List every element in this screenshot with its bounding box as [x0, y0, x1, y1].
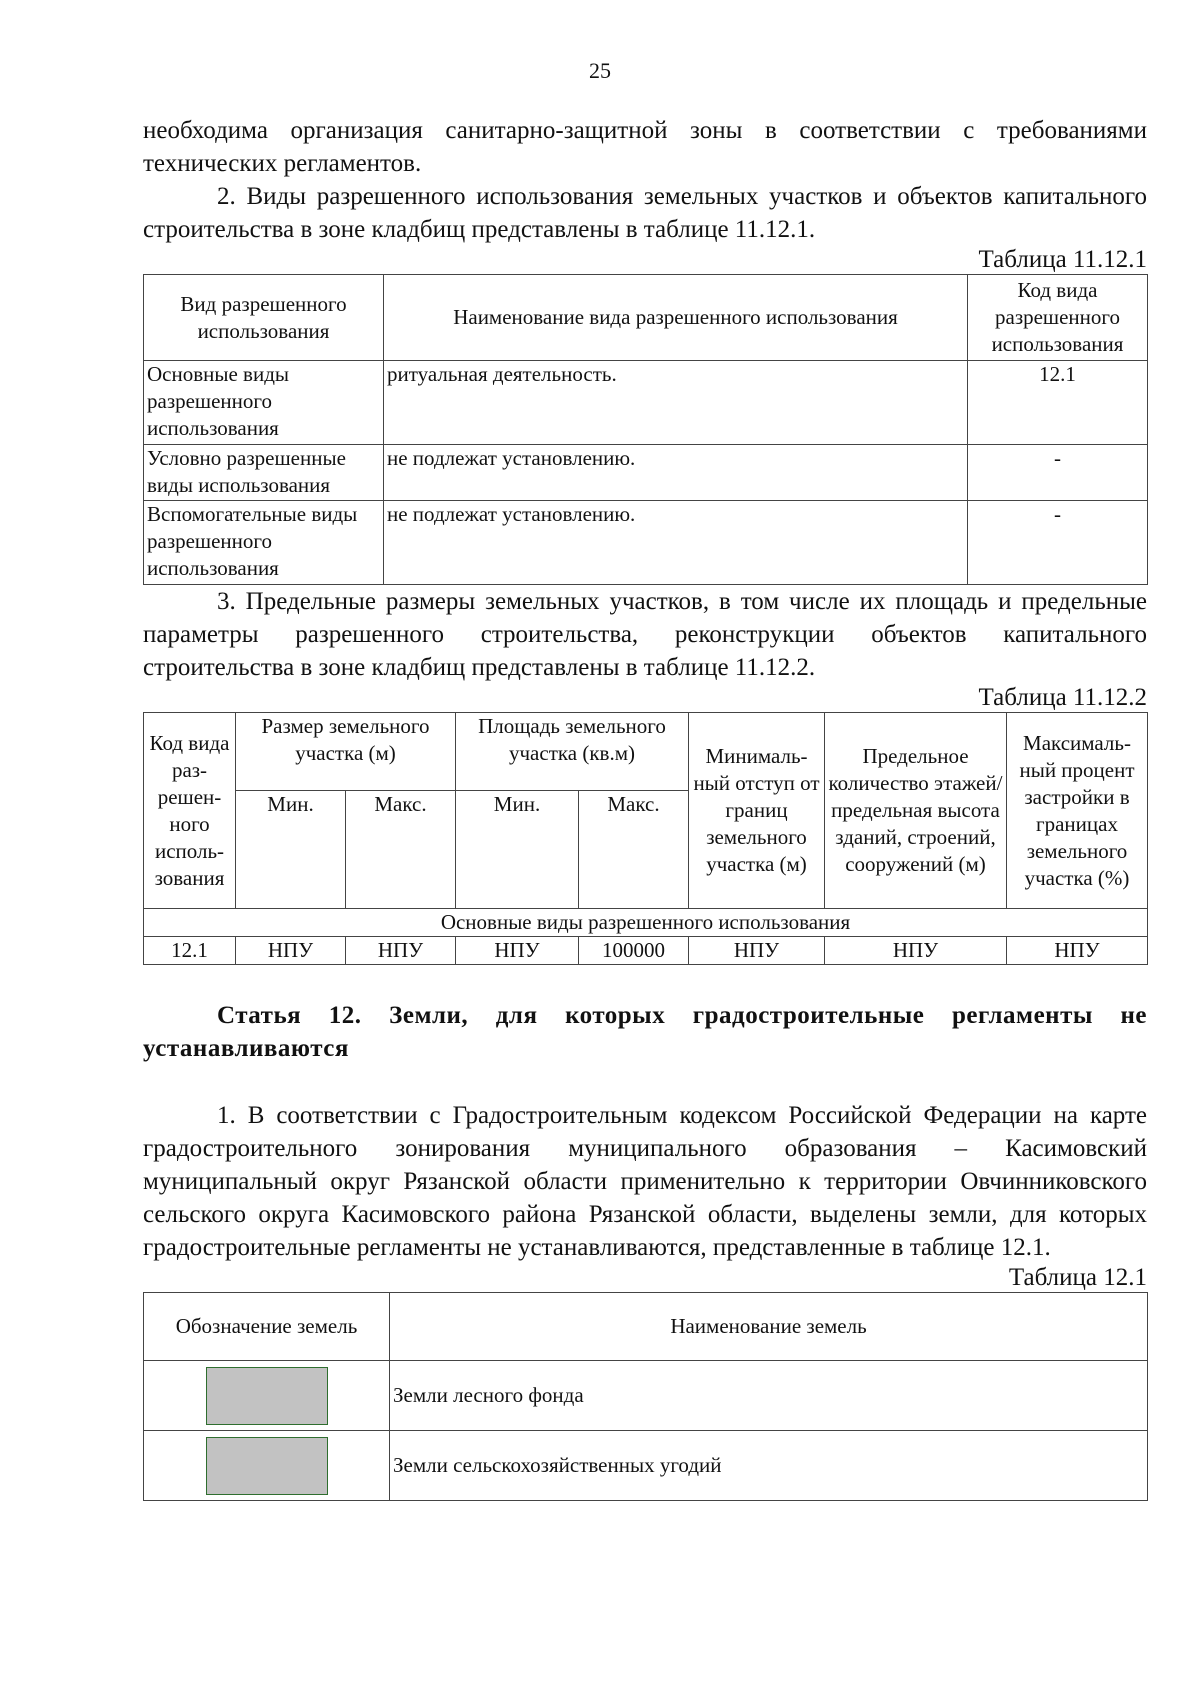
paragraph-4: 1. В соответствии с Градостроительным кодексом Российской Федерации на карте градостроительного зонирования муниципального образования – Касимовский муниципальный округ Рязанской области применительно к территории Овчинниковского сельского округа Касимовского района Рязанской области, выделены земли, для которых градостроительные регламенты не устанавливаются, представленные в таблице 12.1. — [143, 1102, 1147, 1261]
header-cell: Наименование вида разрешенного использования — [384, 275, 968, 361]
table-cell: НПУ — [456, 937, 579, 965]
table-cell: Условно разрешенные виды использования — [144, 445, 384, 501]
header-area-max: Макс. — [579, 791, 689, 909]
table-caption-11-12-2: Таблица 11.12.2 — [978, 684, 1147, 711]
table-cell: 12.1 — [968, 361, 1148, 445]
agricultural-land-swatch — [206, 1437, 328, 1495]
table-cell: НПУ — [1007, 937, 1148, 965]
table-cell: Земли сельскохозяйственных угодий — [390, 1431, 1148, 1501]
swatch-cell — [144, 1361, 390, 1431]
table-row — [144, 361, 1148, 445]
table-cell: не подлежат установлению. — [384, 445, 968, 501]
header-setback: Минималь- ный отступ от границ земельного участка (м) — [689, 713, 825, 909]
header-size-max: Макс. — [346, 791, 456, 909]
table-row — [144, 937, 1148, 965]
table-cell: - — [968, 501, 1148, 585]
article-heading: Статья 12. Земли, для которых градостроительные регламенты не устанавливаются — [143, 1002, 1147, 1062]
table-cell: ритуальная деятельность. — [384, 361, 968, 445]
table-cell: - — [968, 445, 1148, 501]
table-cell: НПУ — [346, 937, 456, 965]
header-size-min: Мин. — [236, 791, 346, 909]
forest-land-swatch — [206, 1367, 328, 1425]
paragraph-2: 2. Виды разрешенного использования земельных участков и объектов капитального строительства в зоне кладбищ представлены в таблице 11.12.1. — [143, 183, 1147, 243]
table-cell: 12.1 — [144, 937, 236, 965]
table-11-12-2 — [143, 712, 1148, 965]
header-area: Площадь земельного участка (кв.м) — [456, 713, 689, 791]
table-cell: Земли лесного фонда — [390, 1361, 1148, 1431]
header-area-min: Мин. — [456, 791, 579, 909]
table-cell: Основные виды разрешенного использования — [144, 361, 384, 445]
section-row: Основные виды разрешенного использования — [144, 909, 1148, 937]
header-code: Код вида раз- решен- ного исполь- зования — [144, 713, 236, 909]
swatch-cell — [144, 1431, 390, 1501]
table-row — [144, 445, 1148, 501]
table-11-12-1 — [143, 274, 1148, 585]
table-cell: НПУ — [689, 937, 825, 965]
table-row — [144, 1431, 1148, 1501]
table-12-1 — [143, 1292, 1148, 1501]
table-cell: НПУ — [825, 937, 1007, 965]
header-percent: Максималь- ный процент застройки в границах земельного участка (%) — [1007, 713, 1148, 909]
table-cell: 100000 — [579, 937, 689, 965]
header-cell: Обозначение земель — [144, 1293, 390, 1361]
header-floors: Предельное количество этажей/ предельная высота зданий, строений, сооружений (м) — [825, 713, 1007, 909]
table-row — [144, 501, 1148, 585]
header-cell: Код вида разрешенного использования — [968, 275, 1148, 361]
header-size: Размер земельного участка (м) — [236, 713, 456, 791]
paragraph-3: 3. Предельные размеры земельных участков, в том числе их площадь и предельные параметры разрешенного строительства, реконструкции объектов капитального строительства в зоне кладбищ представлены в таблице 11.12.2. — [143, 588, 1147, 681]
table-cell: не подлежат установлению. — [384, 501, 968, 585]
header-cell: Вид разрешенного использования — [144, 275, 384, 361]
document-body — [143, 114, 1147, 1501]
header-cell: Наименование земель — [390, 1293, 1148, 1361]
paragraph-1: необходима организация санитарно-защитной зоны в соответствии с требованиями технических регламентов. — [143, 117, 1147, 177]
table-caption-12-1: Таблица 12.1 — [1008, 1264, 1147, 1291]
page-number: 25 — [589, 58, 611, 83]
table-caption-11-12-1: Таблица 11.12.1 — [978, 246, 1147, 273]
table-row — [144, 1361, 1148, 1431]
table-cell: Вспомогательные виды разрешенного использования — [144, 501, 384, 585]
table-cell: НПУ — [236, 937, 346, 965]
